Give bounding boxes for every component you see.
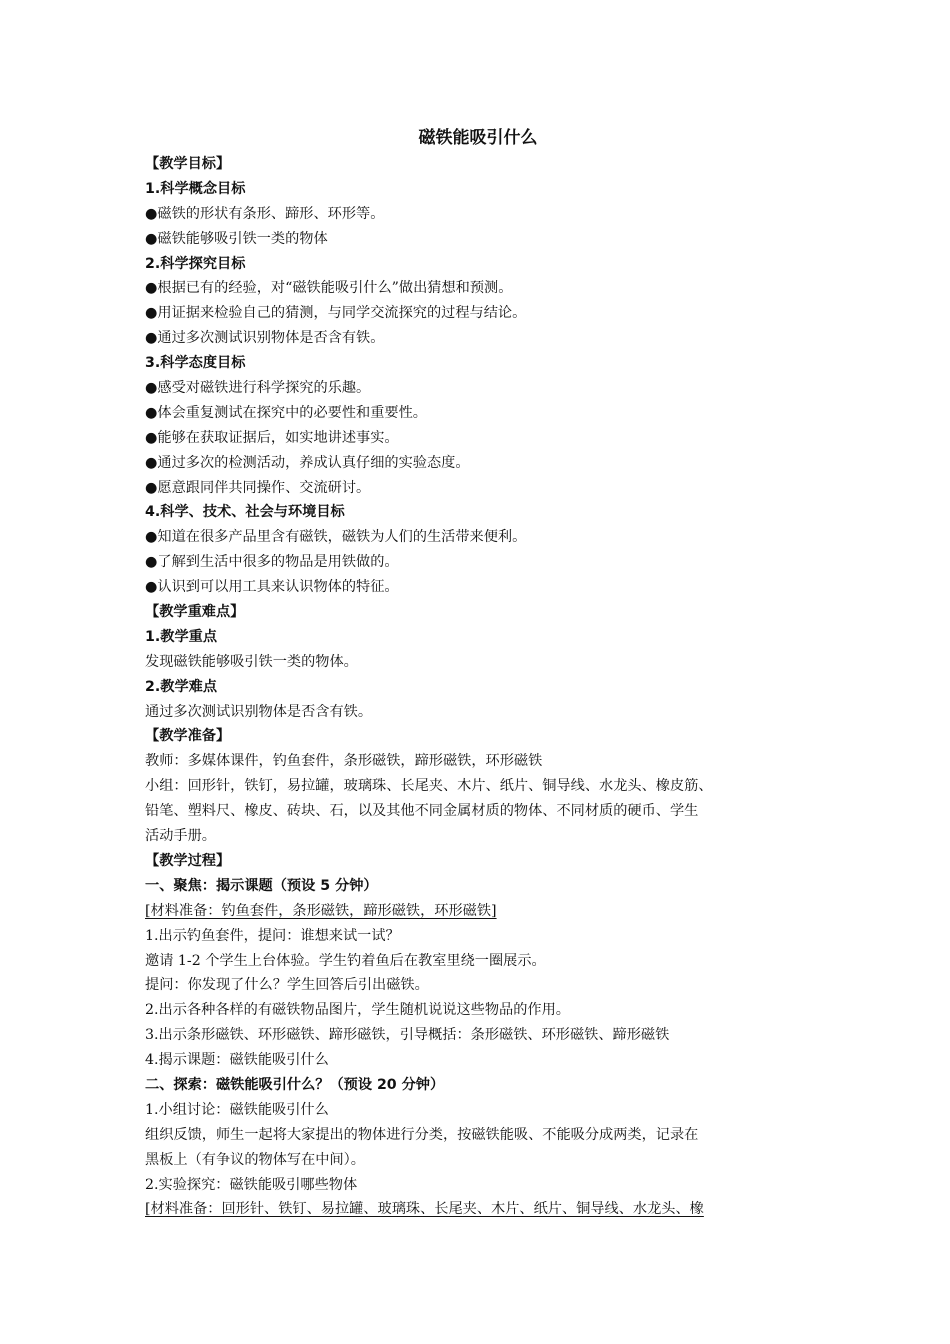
text-line: 黑板上（有争议的物体写在中间）。 [145,1151,365,1168]
text-line: ●通过多次的检测活动，养成认真仔细的实验态度。 [145,454,470,471]
text-line: ●磁铁的形状有条形、蹄形、环形等。 [145,205,385,222]
text-line: [材料准备：回形针、铁钉、易拉罐、玻璃珠、长尾夹、木片、纸片、铜导线、水龙头、橡 [145,1201,704,1218]
section-heading: 【教学过程】 [145,852,231,869]
text-line: 2.实验探究：磁铁能吸引哪些物体 [145,1176,358,1193]
section-heading: 2.教学难点 [145,678,218,695]
text-line: ●了解到生活中很多的物品是用铁做的。 [145,554,399,571]
text-line: 提问：你发现了什么？学生回答后引出磁铁。 [145,977,429,994]
text-line: 2.出示各种各样的有磁铁物品图片，学生随机说说这些物品的作用。 [145,1002,570,1019]
text-line: ●感受对磁铁进行科学探究的乐趣。 [145,380,371,397]
document-body [145,152,811,1222]
section-heading: 2.科学探究目标 [145,255,246,272]
document-page [145,124,811,1222]
section-heading: 一、聚焦：揭示课题（预设 5 分钟） [145,877,378,894]
text-line: 小组：回形针，铁钉，易拉罐，玻璃珠、长尾夹、木片、纸片、铜导线、水龙头、橡皮筋、 [145,778,713,795]
text-line: ●根据已有的经验，对“磁铁能吸引什么”做出猜想和预测。 [145,280,513,297]
section-heading: 4.科学、技术、社会与环境目标 [145,504,345,521]
text-line: ●磁铁能够吸引铁一类的物体 [145,230,328,247]
text-line: ●认识到可以用工具来认识物体的特征。 [145,579,399,596]
text-line: ●用证据来检验自己的猜测，与同学交流探究的过程与结论。 [145,305,527,322]
text-line: ●体会重复测试在探究中的必要性和重要性。 [145,404,427,421]
text-line: 发现磁铁能够吸引铁一类的物体。 [145,653,358,670]
section-heading: 3.科学态度目标 [145,355,246,372]
text-line: 1.小组讨论：磁铁能吸引什么 [145,1101,329,1118]
text-line: 通过多次测试识别物体是否含有铁。 [145,703,373,720]
text-line: 活动手册。 [145,828,216,845]
document-title: 磁铁能吸引什么 [418,128,538,148]
section-heading: 1.科学概念目标 [145,180,246,197]
section-heading: 1.教学重点 [145,628,218,645]
section-heading: 【教学目标】 [145,156,231,172]
section-heading: 【教学重难点】 [145,604,245,621]
text-line: 4.揭示课题：磁铁能吸引什么 [145,1052,329,1069]
section-heading: 二、探索：磁铁能吸引什么？（预设 20 分钟） [145,1076,445,1093]
text-line: ●能够在获取证据后，如实地讲述事实。 [145,429,399,446]
text-line: ●通过多次测试识别物体是否含有铁。 [145,330,385,347]
text-line: 教师：多媒体课件，钓鱼套件，条形磁铁，蹄形磁铁，环形磁铁 [145,753,543,770]
text-line: [材料准备：钓鱼套件，条形磁铁，蹄形磁铁，环形磁铁] [145,902,497,919]
text-line: 铅笔、塑料尺、橡皮、砖块、石，以及其他不同金属材质的物体、不同材质的硬币、学生 [145,803,699,820]
text-line: ●知道在很多产品里含有磁铁，磁铁为人们的生活带来便利。 [145,529,527,546]
text-line: 邀请 1-2 个学生上台体验。学生钓着鱼后在教室里绕一圈展示。 [145,952,546,969]
text-line: 3.出示条形磁铁、环形磁铁、蹄形磁铁，引导概括：条形磁铁、环形磁铁、蹄形磁铁 [145,1027,670,1044]
section-heading: 【教学准备】 [145,728,231,745]
text-line: 1.出示钓鱼套件，提问：谁想来试一试？ [145,927,400,944]
text-line: ●愿意跟同伴共同操作、交流研讨。 [145,479,371,496]
text-line: 组织反馈，师生一起将大家提出的物体进行分类，按磁铁能吸、不能吸分成两类，记录在 [145,1126,699,1143]
